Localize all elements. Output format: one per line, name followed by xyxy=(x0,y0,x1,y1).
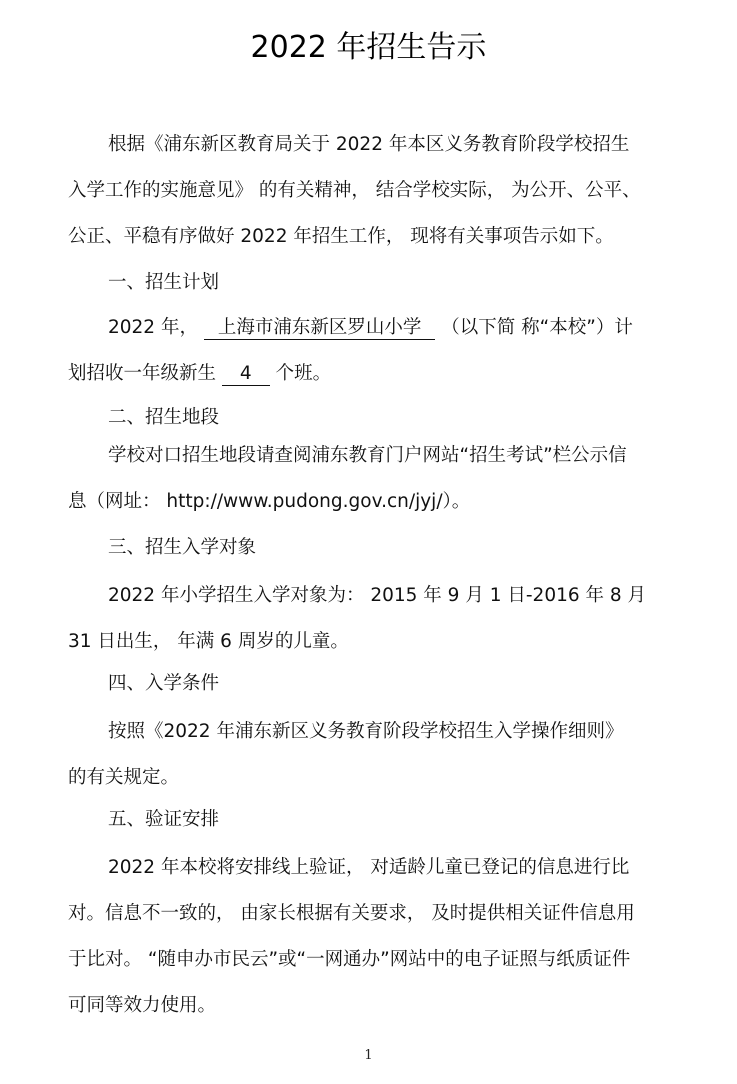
section-2-line-1: 学校对口招生地段请查阅浦东教育门户网站“招生考试”栏公示信 xyxy=(108,445,627,466)
section-5-heading: 五、验证安排 xyxy=(108,809,220,830)
school-name: 上海市浦东新区罗山小学 xyxy=(204,317,436,340)
intro-line-2: 入学工作的实施意见》 的有关精神， 结合学校实际， 为公开、公平、 xyxy=(68,180,641,201)
section-5-line-3: 于比对。 “随申办市民云”或“一网通办”网站中的电子证照与纸质证件 xyxy=(68,949,631,970)
section-2-line-2: 息（网址： http://www.pudong.gov.cn/jyj/）。 xyxy=(68,491,471,512)
enroll-plan-prefix: 划招收一年级新生 xyxy=(68,363,217,384)
class-count: 4 xyxy=(222,363,270,386)
section-2-heading: 二、招生地段 xyxy=(108,407,220,428)
school-alias: （以下简 称“本校”）计 xyxy=(441,317,633,338)
enrollment-year-prefix: 2022 年， xyxy=(108,317,198,338)
section-3-line-2: 31 日出生， 年满 6 周岁的儿童。 xyxy=(68,631,349,652)
section-1-line-1 xyxy=(108,315,633,341)
section-5-line-4: 可同等效力使用。 xyxy=(68,995,217,1016)
section-1-line-2 xyxy=(68,361,331,387)
section-3-heading: 三、招生入学对象 xyxy=(108,537,257,558)
intro-line-1: 根据《浦东新区教育局关于 2022 年本区义务教育阶段学校招生 xyxy=(108,134,630,155)
section-4-heading: 四、入学条件 xyxy=(108,673,220,694)
intro-line-3: 公正、平稳有序做好 2022 年招生工作， 现将有关事项告示如下。 xyxy=(68,226,614,247)
section-3-line-1: 2022 年小学招生入学对象为： 2015 年 9 月 1 日-2016 年 8 月 xyxy=(108,585,647,606)
enroll-plan-suffix: 个班。 xyxy=(275,363,332,384)
section-5-line-1: 2022 年本校将安排线上验证， 对适龄儿童已登记的信息进行比 xyxy=(108,857,630,878)
section-5-line-2: 对。信息不一致的， 由家长根据有关要求， 及时提供相关证件信息用 xyxy=(68,903,635,924)
section-1-heading: 一、招生计划 xyxy=(108,272,220,293)
page-number: 1 xyxy=(364,1048,373,1063)
section-4-line-1: 按照《2022 年浦东新区义务教育阶段学校招生入学操作细则》 xyxy=(108,721,624,742)
section-4-line-2: 的有关规定。 xyxy=(68,767,180,788)
page-title: 2022 年招生告示 xyxy=(250,30,487,65)
